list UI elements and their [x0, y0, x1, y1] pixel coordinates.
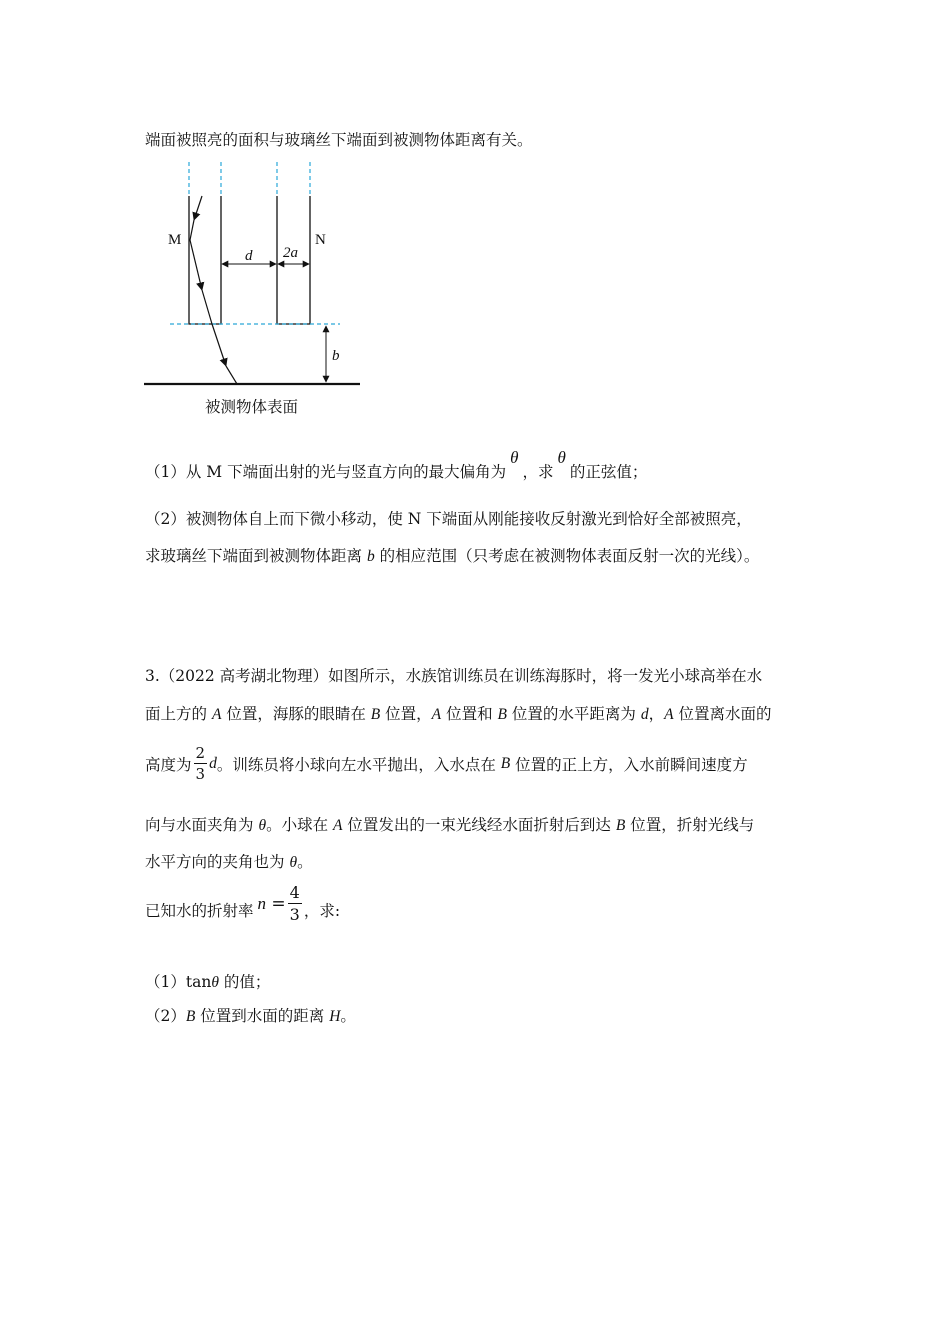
fiber-extension-lines	[189, 162, 310, 194]
label-M: M	[168, 232, 182, 248]
label-d: d	[245, 248, 253, 264]
fraction-2-3: $\frac{2}{3}$	[195, 744, 206, 783]
theta-symbol: θ	[510, 448, 519, 467]
theta-symbol: θ	[557, 448, 566, 467]
problem-3-question1: （1）tanθ 的值；	[145, 973, 271, 991]
figure-caption: 被测物体表面	[205, 398, 299, 416]
label-b: b	[332, 348, 340, 364]
problem-3-line2: 面上方的 A 位置，海豚的眼睛在 B 位置，A 位置和 B 位置的水平距离为 d，A 位置离水面的	[145, 705, 772, 723]
problem-3-line5: 水平方向的夹角也为 θ。	[145, 853, 313, 871]
optical-fiber-diagram	[140, 160, 370, 420]
question-2-2-line2: 求玻璃丝下端面到被测物体距离 b 的相应范围（只考虑在被测物体表面反射一次的光线）。	[145, 547, 760, 565]
question-2-2-line1: （2）被测物体自上而下微小移动，使 N 下端面从刚能接收反射激光到恰好全部被照亮，	[145, 510, 752, 528]
problem-3-line1: 3.（2022 高考湖北物理）如图所示，水族馆训练员在训练海豚时，将一发光小球高举在水	[145, 667, 763, 685]
fraction-4-3: $\frac{4}{3}$	[289, 883, 300, 924]
label-N: N	[315, 232, 326, 248]
text-line: 端面被照亮的面积与玻璃丝下端面到被测物体距离有关。	[145, 131, 533, 149]
problem-3-question2: （2）B 位置到水面的距离 H。	[145, 1007, 356, 1025]
light-ray	[190, 196, 237, 384]
question-2-1: （1）从 M 下端面出射的光与竖直方向的最大偏角为θ，求θ的正弦值；	[145, 448, 648, 481]
problem-3-line3: 高度为 $\frac{2}{3}$ d。训练员将小球向左水平抛出，入水点在 B 位置的正上方，入水前瞬间速度方	[145, 744, 748, 783]
problem-3-line6: 已知水的折射率 n = $\frac{4}{3}$ ，求:	[145, 883, 341, 924]
label-2a: 2a	[283, 245, 298, 261]
problem-3-line4: 向与水面夹角为 θ。小球在 A 位置发出的一束光线经水面折射后到达 B 位置，折射光线与	[145, 816, 755, 834]
